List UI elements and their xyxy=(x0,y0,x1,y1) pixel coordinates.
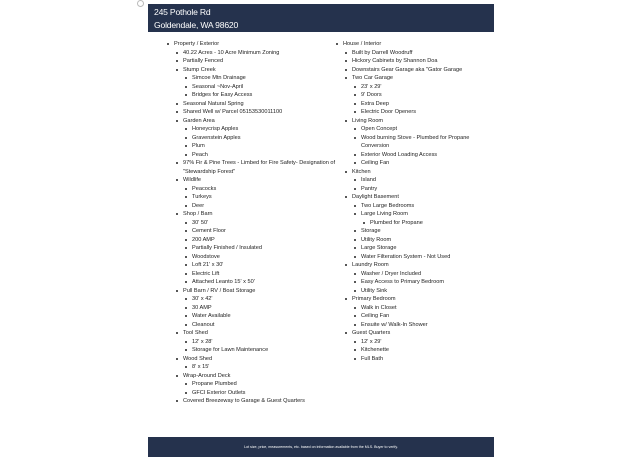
list-item xyxy=(175,57,336,66)
list-item-label: Propane Plumbed xyxy=(192,381,237,387)
list-item xyxy=(353,134,495,151)
list-item-label: Cement Floor xyxy=(192,228,226,234)
sub-list xyxy=(184,219,336,287)
sub-list xyxy=(184,125,336,159)
list-item-label: Electric Lift xyxy=(192,270,220,277)
list-item xyxy=(184,363,336,372)
list-item-label: Peach xyxy=(192,151,208,158)
list-item xyxy=(184,380,336,389)
list-item xyxy=(344,193,495,261)
footer-banner xyxy=(148,437,494,457)
sub-list xyxy=(184,185,336,211)
list-item-label: Stump Creek xyxy=(183,66,216,73)
sub-list xyxy=(353,125,495,168)
list-item xyxy=(184,278,336,287)
list-item-label: Guest Quarters xyxy=(352,330,391,336)
list-item xyxy=(175,372,336,398)
list-item-label: 8' x 15' xyxy=(192,364,210,370)
list-item-label: Easy Access to Primary Bedroom xyxy=(361,279,445,285)
list-item xyxy=(353,202,495,211)
list-item xyxy=(184,185,336,194)
sub-list xyxy=(184,295,336,329)
list-item xyxy=(175,66,336,100)
list-item-label: GFCI Exterior Outlets xyxy=(192,389,246,396)
list-item-label: Full Bath xyxy=(361,355,384,362)
list-item xyxy=(175,397,336,406)
list-item-label: Pantry xyxy=(361,185,378,192)
list-item-label: 30' x 42' xyxy=(192,296,213,302)
footer-disclaimer: Lot size, price, measurements, etc. based on information available from the MLS. Buyer to verify. xyxy=(244,445,398,449)
exterior-features-list xyxy=(175,49,336,406)
list-item-label: Kitchenette xyxy=(361,347,389,353)
list-item xyxy=(353,321,495,330)
list-item-label: Large Living Room xyxy=(361,211,408,217)
list-item-label: Living Room xyxy=(352,117,384,124)
interior-features-list xyxy=(344,49,495,364)
list-item-label: 200 AMP xyxy=(192,236,215,243)
list-item-label: Shop / Barn xyxy=(183,211,213,217)
list-item xyxy=(353,253,495,262)
list-item xyxy=(353,185,495,194)
list-item xyxy=(353,304,495,313)
list-item-label: Ceiling Fan xyxy=(361,160,390,166)
list-item xyxy=(184,219,336,228)
list-item-label: Wildlife xyxy=(183,177,202,183)
list-item xyxy=(184,321,336,330)
list-item xyxy=(175,287,336,330)
list-item xyxy=(353,151,495,160)
list-item-label: Washer / Dryer Included xyxy=(361,270,422,277)
list-item-label: Walk in Closet xyxy=(361,304,397,311)
street-address: 245 Pothole Rd xyxy=(154,7,211,17)
list-item xyxy=(344,261,495,295)
sub-list xyxy=(184,74,336,100)
list-item xyxy=(344,74,495,117)
list-item-label: Partially Finished / Insulated xyxy=(192,245,262,251)
list-item xyxy=(184,346,336,355)
list-item xyxy=(353,91,495,100)
list-item-label: 23' x 29' xyxy=(361,83,382,90)
list-item xyxy=(175,355,336,372)
list-item xyxy=(353,125,495,134)
section-heading-house-interior: House / Interior Built by Darrell Woodruff Hickory Cabinets by Shannon Doa Downstairs Gear Garage aka "Gator Garage Two Car Garage 23' x 29' 9' Doors Extra Deep Electric Door Openers Living Room Open Concept Wood burning Stove - Plumbed for Propane Conversion Exterior Wood Loading Access Ceiling Fan Kitchen Island Pantry Daylight Basement Two Large Bedrooms Large Living Room Plumbed for Propane Storage Utility Room Large Storage Water Filteration System - Not Used Laundry Room Washer / Dryer Included Easy Access to Primary Bedroom Utility Sink Primary Bedroom Walk in Closet Ceiling Fan Ensuite w/ Walk-In Shower Guest Quarters 12' x 29' Kitchenette Full Bath xyxy=(335,40,495,363)
list-item-label: Kitchen xyxy=(352,168,371,175)
list-item-label: 40.22 Acres - 10 Acre Minimum Zoning xyxy=(183,49,280,56)
list-item xyxy=(344,57,495,66)
sub-list xyxy=(184,380,336,397)
city-state-zip: Goldendale, WA 98620 xyxy=(154,20,239,30)
list-item xyxy=(175,329,336,355)
list-item-label: Cleanout xyxy=(192,321,215,328)
list-item-label: Honeycrisp Apples xyxy=(192,126,239,132)
list-item xyxy=(175,176,336,210)
list-item xyxy=(184,270,336,279)
list-item xyxy=(184,312,336,321)
list-item xyxy=(353,159,495,168)
sub-list xyxy=(353,304,495,330)
list-item xyxy=(184,304,336,313)
list-item xyxy=(184,74,336,83)
list-item xyxy=(184,91,336,100)
list-item xyxy=(175,210,336,287)
list-item xyxy=(184,295,336,304)
list-item xyxy=(175,108,336,117)
list-item-label: Plum xyxy=(192,143,205,149)
list-item-label: Peacocks xyxy=(192,185,217,192)
list-item xyxy=(353,236,495,245)
list-item xyxy=(353,210,495,227)
list-item xyxy=(184,142,336,151)
house-interior-column xyxy=(335,40,495,363)
list-item-label: Primary Bedroom xyxy=(352,296,396,302)
list-item-label: Wood burning Stove - Plumbed for Propane Conversion xyxy=(361,134,470,149)
list-item-label: Seasonal Natural Spring xyxy=(183,100,244,107)
list-item xyxy=(353,83,495,92)
list-item xyxy=(344,329,495,363)
list-item-label: Simcoe Mtn Drainage xyxy=(192,75,246,81)
list-item-label: Daylight Basement xyxy=(352,194,399,200)
sub-list xyxy=(353,176,495,193)
list-item-label: Turkeys xyxy=(192,194,212,200)
list-item xyxy=(344,49,495,58)
list-item-label: Water Filteration System - Not Used xyxy=(361,253,451,260)
list-item-label: Utility Room xyxy=(361,236,392,243)
list-item-label: Exterior Wood Loading Access xyxy=(361,151,438,158)
list-item xyxy=(353,346,495,355)
page-corner-mark xyxy=(137,0,144,7)
list-item xyxy=(353,338,495,347)
list-item-label: Garden Area xyxy=(183,117,215,124)
list-item-label: Island xyxy=(361,177,376,183)
sub-list xyxy=(353,270,495,296)
list-item xyxy=(344,66,495,75)
list-item xyxy=(184,244,336,253)
list-item-label: Wrap-Around Deck xyxy=(183,372,231,379)
list-item-label: Built by Darrell Woodruff xyxy=(352,49,413,56)
list-item xyxy=(184,83,336,92)
list-item-label: Bridges for Easy Access xyxy=(192,92,253,98)
list-item xyxy=(353,278,495,287)
list-item xyxy=(353,244,495,253)
house-interior-list xyxy=(335,40,495,363)
list-item xyxy=(184,202,336,211)
list-item xyxy=(175,49,336,58)
list-item xyxy=(353,312,495,321)
list-item xyxy=(184,193,336,202)
list-item-label: Two Large Bedrooms xyxy=(361,202,415,209)
list-item xyxy=(353,270,495,279)
list-item xyxy=(184,227,336,236)
list-item-label: Tool Shed xyxy=(183,330,208,336)
list-item-label: 9' Doors xyxy=(361,92,382,98)
list-item-label: Utility Sink xyxy=(361,287,388,294)
list-item-label: 30 AMP xyxy=(192,304,212,311)
list-item-label: 30' 50' xyxy=(192,219,209,226)
list-item xyxy=(184,253,336,262)
list-item-label: Hickory Cabinets by Shannon Doa xyxy=(352,58,438,64)
list-item-label: Storage xyxy=(361,228,381,234)
list-item-label: Extra Deep xyxy=(361,100,389,107)
list-item xyxy=(184,125,336,134)
sub-list xyxy=(184,363,336,372)
list-item-label: Pull Barn / RV / Boat Storage xyxy=(183,287,256,294)
list-item xyxy=(344,117,495,168)
list-item xyxy=(175,117,336,160)
list-item xyxy=(175,100,336,109)
list-item-label: 12' x 29' xyxy=(361,338,382,345)
list-item-label: Seasonal ~Nov-April xyxy=(192,83,244,90)
list-item xyxy=(184,338,336,347)
list-item-label: Open Concept xyxy=(361,126,398,132)
list-item-label: Shared Well w/ Parcel 05153530011100 xyxy=(183,109,283,115)
property-exterior-list xyxy=(166,40,336,406)
list-item xyxy=(184,134,336,143)
list-item xyxy=(353,355,495,364)
list-item xyxy=(184,236,336,245)
list-item-label: Woodstove xyxy=(192,253,220,260)
list-item-label: Covered Breezeway to Garage & Guest Quarters xyxy=(183,398,305,404)
list-item-label: Storage for Lawn Maintenance xyxy=(192,347,269,353)
list-item-label: Attached Leanto 15' x 50' xyxy=(192,279,255,285)
address-header xyxy=(148,4,494,32)
list-item-label: Ensuite w/ Walk-In Shower xyxy=(361,321,428,328)
list-item-label: Large Storage xyxy=(361,245,397,251)
list-item xyxy=(353,287,495,296)
sub-list xyxy=(362,219,495,228)
list-item-label: Deer xyxy=(192,202,205,209)
list-item xyxy=(353,227,495,236)
list-item xyxy=(353,100,495,109)
list-item-label: Ceiling Fan xyxy=(361,313,390,319)
list-item-label: Loft 21' x 30' xyxy=(192,262,224,268)
list-item-label: 97% Fir & Pine Trees - Limbed for Fire Safety- Designation of "Stewardship Forest" xyxy=(183,160,336,175)
list-item xyxy=(353,108,495,117)
list-item-label: Laundry Room xyxy=(352,262,389,268)
list-item xyxy=(344,168,495,194)
list-item-label: Plumbed for Propane xyxy=(370,219,423,226)
list-item xyxy=(175,159,336,176)
list-item xyxy=(344,295,495,329)
sub-list xyxy=(184,338,336,355)
section-heading-property-exterior: Property / Exterior 40.22 Acres - 10 Acre Minimum Zoning Partially Fenced Stump Creek Simcoe Mtn Drainage Seasonal ~Nov-April Bridges for Easy Access Seasonal Natural Spring Shared Well w/ Parcel 05153530011100 Garden Area Honeycrisp Apples Gravenstein Apples Plum Peach 97% Fir & Pine Trees - Limbed for Fire Safety- Designation of "Stewardship Forest" Wildlife Peacocks Turkeys Deer Shop / Barn 30' 50' Cement Floor 200 AMP Partially Finished / Insulated Woodstove Loft 21' x 30' Electric Lift Attached Leanto 15' x 50' Pull Barn / RV / Boat Storage 30' x 42' 30 AMP Water Available Cleanout Tool Shed 12' x 28' Storage for Lawn Maintenance Wood Shed 8' x 15' Wrap-Around Deck Propane Plumbed GFCI Exterior Outlets Covered Breezeway to Garage & Guest Quarters xyxy=(166,40,336,406)
list-item xyxy=(353,176,495,185)
property-exterior-column xyxy=(166,40,336,406)
list-item-label: Gravenstein Apples xyxy=(192,134,241,141)
sub-list xyxy=(353,202,495,262)
list-item-label: Two Car Garage xyxy=(352,75,394,81)
list-item-label: Wood Shed xyxy=(183,355,213,362)
sub-list xyxy=(353,83,495,117)
list-item xyxy=(184,261,336,270)
list-item-label: Electric Door Openers xyxy=(361,109,417,115)
sub-list xyxy=(353,338,495,364)
list-item-label: Water Available xyxy=(192,313,231,319)
list-item-label: 12' x 28' xyxy=(192,338,213,345)
list-item-label: Partially Fenced xyxy=(183,58,224,64)
list-item-label: Downstairs Gear Garage aka "Gator Garage xyxy=(352,66,463,73)
list-item xyxy=(184,151,336,160)
list-item xyxy=(184,389,336,398)
list-item xyxy=(362,219,495,228)
